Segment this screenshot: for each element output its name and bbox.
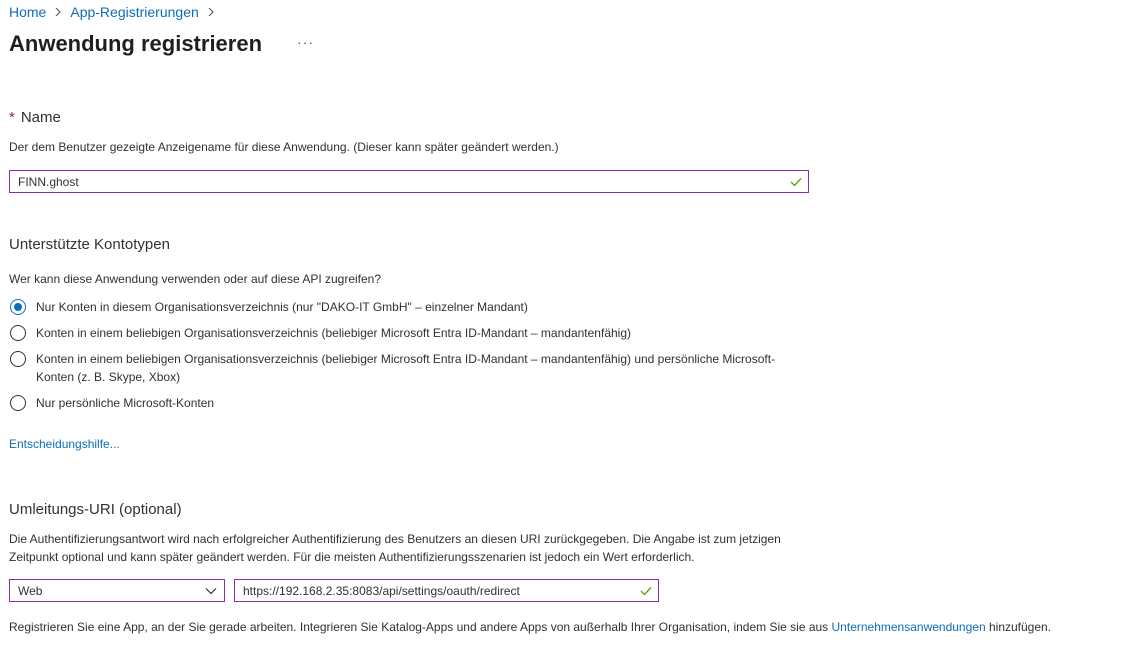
radio-multi-tenant[interactable] xyxy=(10,324,796,342)
radio-label: Nur persönliche Microsoft-Konten xyxy=(36,396,215,410)
decision-help-link[interactable]: Entscheidungshilfe... xyxy=(9,437,120,451)
checkmark-icon xyxy=(640,586,652,596)
redirect-uri-value: https://192.168.2.35:8083/api/settings/oauth/redirect xyxy=(243,583,520,598)
required-marker: * xyxy=(9,109,15,126)
platform-select-value: Web xyxy=(18,583,43,598)
radio-multi-tenant-personal[interactable] xyxy=(10,350,796,386)
radio-button[interactable] xyxy=(10,395,26,411)
radio-button[interactable] xyxy=(10,325,26,341)
breadcrumb-home[interactable]: Home xyxy=(9,4,47,20)
platform-select[interactable] xyxy=(9,579,225,602)
footer-text-before: Registrieren Sie eine App, an der Sie gerade arbeiten. Integrieren Sie Katalog-Apps und andere Apps von außerhalb Ihrer Organisation, indem Sie sie aus xyxy=(9,620,832,634)
chevron-right-icon xyxy=(54,7,62,17)
name-label-row xyxy=(9,109,61,126)
redirect-uri-input[interactable] xyxy=(234,579,659,602)
radio-label: Konten in einem beliebigen Organisationsverzeichnis (beliebiger Microsoft Entra ID-Mandant – mandantenfähig) und persönliche Microsoft-Konten (z. B. Skype, Xbox) xyxy=(36,352,776,384)
radio-button[interactable] xyxy=(10,351,26,367)
chevron-down-icon xyxy=(205,584,217,598)
account-types-heading: Unterstützte Kontotypen xyxy=(9,236,170,253)
breadcrumb-app-registrations[interactable]: App-Registrierungen xyxy=(70,4,199,20)
account-types-question: Wer kann diese Anwendung verwenden oder auf diese API zugreifen? xyxy=(9,272,382,286)
footer-text-after: hinzufügen. xyxy=(985,620,1052,634)
more-options-button[interactable]: ··· xyxy=(297,34,314,50)
name-input[interactable] xyxy=(9,170,809,193)
checkmark-icon xyxy=(790,177,802,187)
name-label: Name xyxy=(20,109,61,126)
breadcrumb xyxy=(9,4,223,20)
redirect-uri-heading: Umleitungs-URI (optional) xyxy=(9,501,182,518)
page-title: Anwendung registrieren xyxy=(9,31,263,56)
chevron-right-icon xyxy=(207,7,215,17)
radio-personal-only[interactable] xyxy=(10,394,796,412)
footer-text xyxy=(9,620,1051,634)
radio-button-selected[interactable] xyxy=(10,299,26,315)
radio-single-tenant[interactable] xyxy=(10,298,796,316)
name-help-text: Der dem Benutzer gezeigte Anzeigename für diese Anwendung. (Dieser kann später geändert werden.) xyxy=(9,140,559,154)
radio-label: Nur Konten in diesem Organisationsverzeichnis (nur "DAKO-IT GmbH" – einzelner Mandant) xyxy=(36,300,528,314)
radio-label: Konten in einem beliebigen Organisationsverzeichnis (beliebiger Microsoft Entra ID-Mandant – mandantenfähig) xyxy=(36,326,631,340)
enterprise-apps-link[interactable]: Unternehmensanwendungen xyxy=(831,620,986,634)
name-input-value: FINN.ghost xyxy=(18,174,79,189)
redirect-uri-help-text: Die Authentifizierungsantwort wird nach erfolgreicher Authentifizierung des Benutzers an diesen URI zurückgegeben. Die Angabe ist zum jetzigen Zeitpunkt optional und kann später geändert werden. Für die meisten Authentifizierungsszenarien ist jedoch ein Wert erforderlich. xyxy=(9,532,781,564)
